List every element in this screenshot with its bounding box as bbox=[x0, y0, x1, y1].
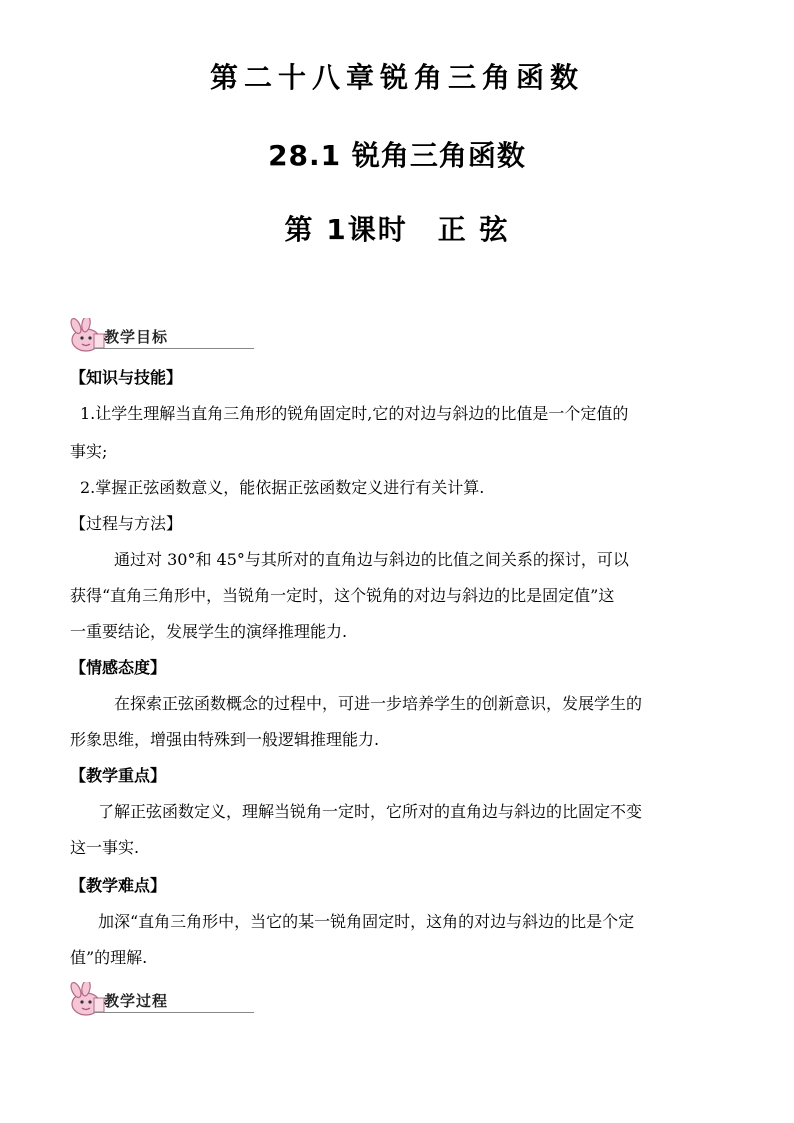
process-method-line-1: 通过对 30°和 45°与其所对的直角边与斜边的比值之间关系的探讨，可以 bbox=[114, 550, 629, 569]
knowledge-heading: 【知识与技能】 bbox=[70, 368, 183, 387]
process-method-line-2: 获得“直角三角形中，当锐角一定时，这个锐角的对边与斜边的比是固定值”这 bbox=[70, 586, 615, 605]
attitude-line-2: 形象思维，增强由特殊到一般逻辑推理能力. bbox=[70, 730, 380, 749]
teaching-goals-badge bbox=[64, 318, 192, 352]
teaching-process-badge bbox=[64, 982, 192, 1016]
chapter-title: 第二十八章锐角三角函数 bbox=[209, 61, 584, 94]
badge-divider bbox=[94, 1012, 254, 1013]
knowledge-line-1: 1.让学生理解当直角三角形的锐角固定时,它的对边与斜边的比值是一个定值的 bbox=[80, 404, 629, 423]
teaching-goals-label: 教学目标 bbox=[104, 328, 169, 346]
knowledge-line-3: 2.掌握正弦函数意义，能依据正弦函数定义进行有关计算. bbox=[80, 478, 485, 497]
attitude-heading: 【情感态度】 bbox=[70, 658, 167, 677]
teaching-process-label: 教学过程 bbox=[104, 992, 169, 1010]
section-title: 28.1 锐角三角函数 bbox=[268, 139, 526, 172]
difficulties-line-2: 值”的理解. bbox=[70, 948, 148, 967]
key-points-line-1: 了解正弦函数定义，理解当锐角一定时，它所对的直角边与斜边的比固定不变 bbox=[98, 802, 643, 821]
knowledge-line-2: 事实; bbox=[70, 442, 108, 461]
process-method-line-3: 一重要结论，发展学生的演绎推理能力. bbox=[70, 622, 348, 641]
difficulties-line-1: 加深“直角三角形中，当它的某一锐角固定时，这角的对边与斜边的比是个定 bbox=[98, 912, 635, 931]
lesson-title: 第 1课时 正 弦 bbox=[284, 213, 510, 246]
process-method-heading: 【过程与方法】 bbox=[70, 514, 183, 533]
difficulties-heading: 【教学难点】 bbox=[70, 876, 167, 895]
key-points-heading: 【教学重点】 bbox=[70, 766, 167, 785]
key-points-line-2: 这一事实. bbox=[70, 838, 140, 857]
badge-divider bbox=[94, 348, 254, 349]
attitude-line-1: 在探索正弦函数概念的过程中，可进一步培养学生的创新意识，发展学生的 bbox=[114, 694, 643, 713]
